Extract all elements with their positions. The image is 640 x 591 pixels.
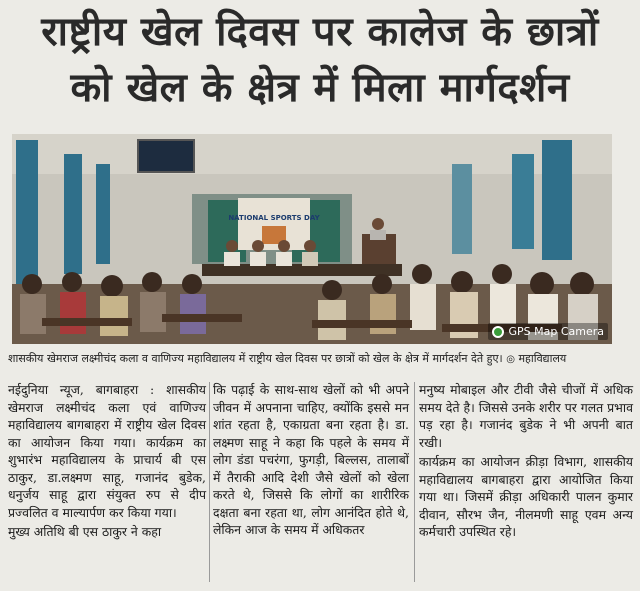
article-column-1 bbox=[8, 381, 206, 541]
watermark-label: GPS Map Camera bbox=[508, 325, 604, 338]
news-photo bbox=[12, 134, 612, 344]
article-paragraph: कार्यक्रम का आयोजन क्रीड़ा विभाग, शासकीय महाविद्यालय बागबाहरा द्वारा आयोजित किया गया था। जिसमें क्रीड़ा अधिकारी पालन कुमार दीवान, सौरभ जैन, नीलमणी साहू एवम अन्य कर्मचारी उपस्थित रहे। bbox=[419, 454, 633, 539]
article-paragraph: नईदुनिया न्यूज, बागबाहरा : शासकीय खेमराज लक्ष्मीचंद कला एवं वाणिज्य महाविद्यालय बागबाहरा में राष्ट्रीय खेल दिवस का आयोजन किया गया। कार्यक्रम का शुभारंभ महाविद्यालय के प्राचार्य बी एस ठाकुर, डा.लक्ष्मण साहू, गजानंद बुडेक, धनुर्जय साहू द्वारा संयुक्त रुप से दीप प्रज्वलित व माल्यार्पण कर किया गया। bbox=[8, 382, 206, 520]
banner-text: NATIONAL SPORTS DAY bbox=[228, 214, 320, 222]
map-pin-icon bbox=[492, 326, 504, 338]
headline bbox=[0, 4, 640, 116]
column-divider bbox=[209, 382, 210, 582]
gps-watermark bbox=[488, 323, 608, 340]
headline-line-1: राष्ट्रीय खेल दिवस पर कालेज के छात्रों bbox=[41, 9, 599, 55]
column-divider bbox=[414, 382, 415, 582]
caption-text: शासकीय खेमराज लक्ष्मीचंद कला व वाणिज्य महाविद्यालय में राष्ट्रीय खेल दिवस पर छात्रों को खेल के क्षेत्र में मार्गदर्शन देते हुए। bbox=[8, 352, 503, 365]
article-paragraph: मनुष्य मोबाइल और टीवी जैसे चीजों में अधिक समय देते है। जिससे उनके शरीर पर गलत प्रभाव पड़ रहा है। गजानंद बुडेक ने भी अपनी बात रखी। bbox=[419, 382, 633, 450]
classroom-scene-illustration bbox=[12, 134, 612, 344]
article-column-2 bbox=[213, 381, 409, 539]
caption-credit: महाविद्यालय bbox=[518, 352, 567, 365]
headline-line-2: को खेल के क्षेत्र में मिला मार्गदर्शन bbox=[70, 65, 570, 111]
photo-caption bbox=[8, 352, 632, 367]
article-paragraph: मुख्य अतिथि बी एस ठाकुर ने कहा bbox=[8, 524, 162, 539]
article-column-3 bbox=[419, 381, 633, 541]
camera-icon: ◎ bbox=[506, 354, 515, 365]
article-paragraph: कि पढ़ाई के साथ-साथ खेलों को भी अपने जीवन में अपनाना चाहिए, क्योंकि इससे मन शांत रहता है, एकाग्रता बना रहता है। डा. लक्ष्मण साहू ने कहा कि पहले के समय में लोग डंडा पचरंगा, फुगड़ी, बिल्लस, तालाबों में तैराकी आदि देशी जैसे खेलों को खेला करते थे, जिससे कि लोगों का शारीरिक दक्षता बना रहता था, लोग आनंदित होते थे, लेकिन आज के समय में अधिकतर bbox=[213, 382, 409, 537]
